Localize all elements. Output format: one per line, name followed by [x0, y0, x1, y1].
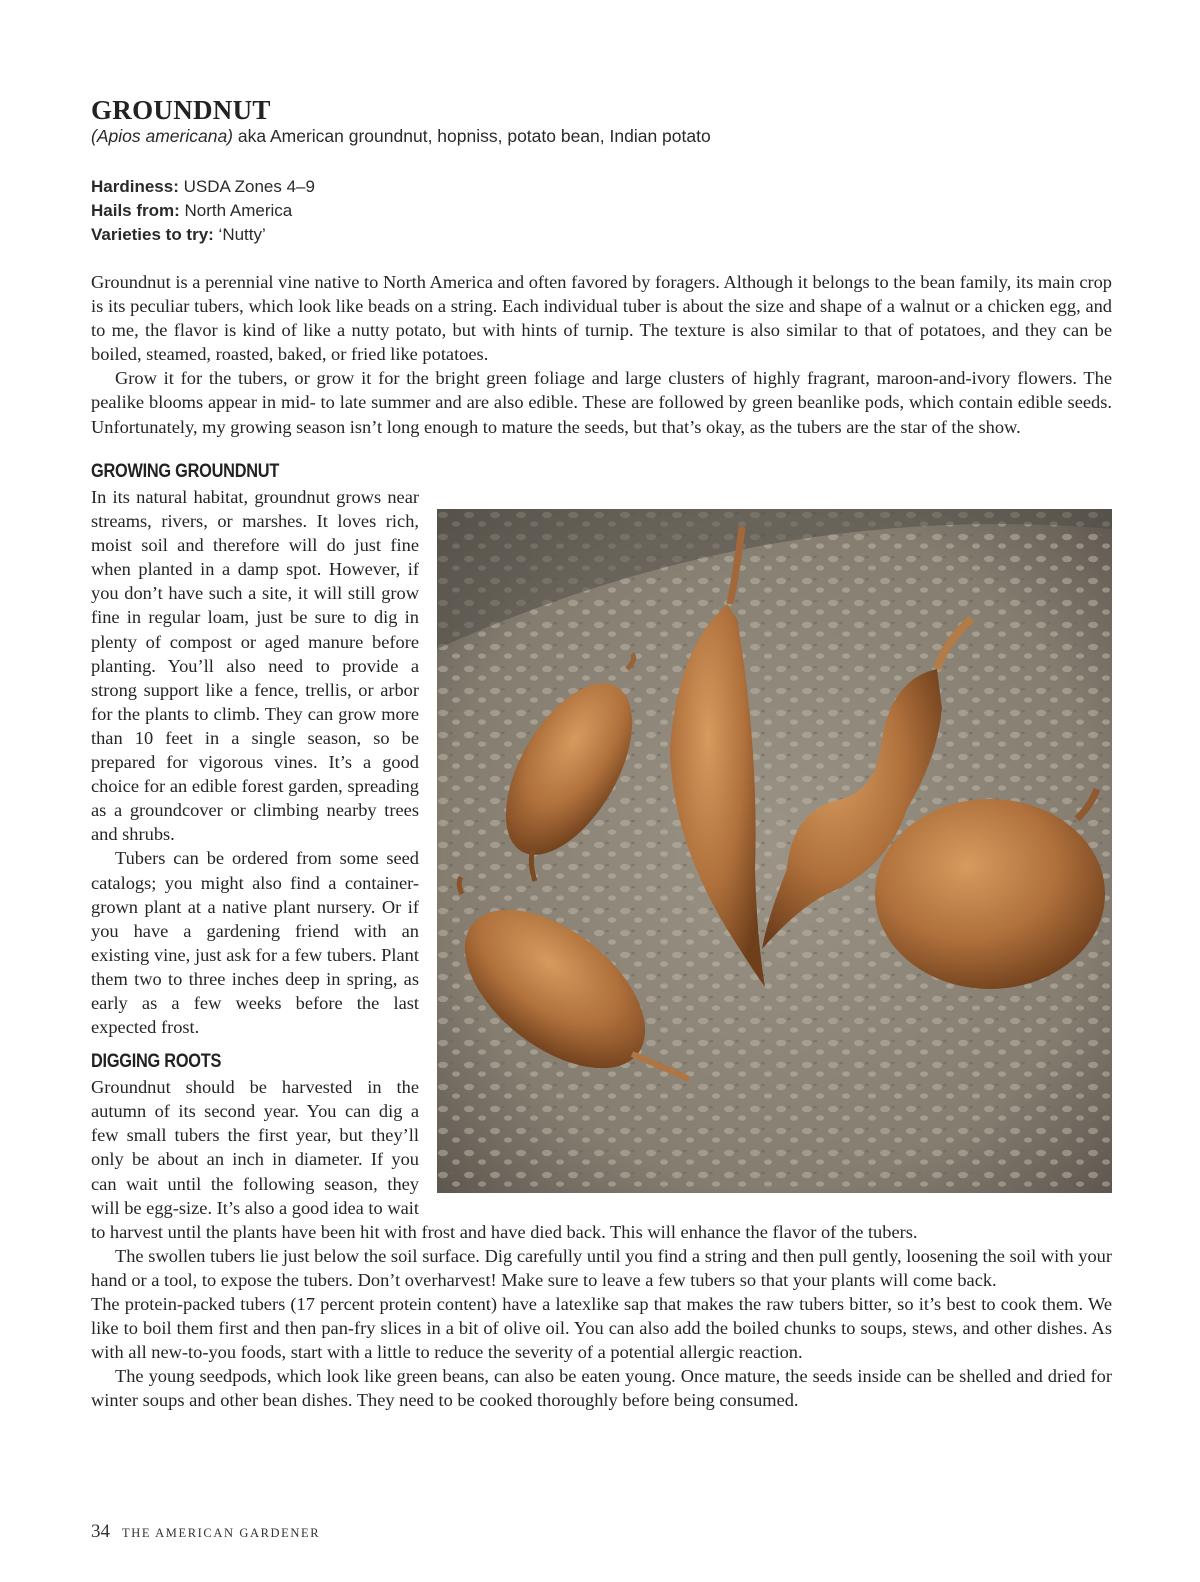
- page-footer: [91, 1521, 320, 1543]
- intro-text: [91, 270, 1112, 439]
- intro-paragraph: Groundnut is a perennial vine native to North America and often favored by foragers. Although it belongs to the bean family, its main crop is its peculiar tubers, which look like beads on a string. Each individual tuber is about the size and shape of a walnut or a chicken egg, and to me, the flavor is kind of like a nutty potato, but with hints of turnip. The texture is also similar to that of potatoes, and they can be boiled, steamed, roasted, baked, or fried like potatoes.: [91, 272, 1112, 365]
- fact-value: ‘Nutty’: [213, 225, 266, 244]
- fact-label: Hardiness:: [91, 177, 179, 196]
- fact-value: USDA Zones 4–9: [178, 177, 315, 196]
- fact-varieties: [91, 223, 315, 247]
- section-heading-digging: DIGGING ROOTS: [91, 1051, 222, 1073]
- growing-paragraph: Tubers can be ordered from some seed catalogs; you might also find a container-grown plant at a native plant nursery. Or if you have a gardening friend with an existing vine, just ask for a few tubers. Plant them two to three inches deep in spring, as early as a few weeks before the last expected frost.: [91, 848, 419, 1038]
- main-section: [91, 459, 1112, 1412]
- growing-paragraph: In its natural habitat, groundnut grows near streams, rivers, or marshes. It loves rich, moist soil and therefore will do just fine when planted in a damp spot. However, if you don’t have such a site, it will still grow fine in regular loam, just be sure to dig in plenty of compost or aged manure before planting. You’ll also need to provide a strong support like a fence, trellis, or arbor for the plants to climb. They can grow more than 10 feet in a single season, so be prepared for vigorous vines. It’s a good choice for an edible forest garden, spreading as a groundcover or climbing nearby trees and shrubs.: [91, 487, 419, 845]
- latin-name: (Apios americana): [91, 126, 233, 146]
- groundnut-tubers-photo: [437, 509, 1112, 1193]
- plant-facts: [91, 175, 315, 247]
- fact-label: Hails from:: [91, 201, 180, 220]
- magazine-name: THE AMERICAN GARDENER: [122, 1526, 321, 1540]
- common-names: aka American groundnut, hopniss, potato bean, Indian potato: [233, 126, 711, 146]
- fact-label: Varieties to try:: [91, 225, 214, 244]
- intro-paragraph: Grow it for the tubers, or grow it for the bright green foliage and large clusters of highly fragrant, maroon-and-ivory flowers. The pealike blooms appear in mid- to late summer and are also edible. These are followed by green beanlike pods, which contain edible seeds. Unfortunately, my growing season isn’t long enough to mature the seeds, but that’s okay, as the tubers are the star of the show.: [91, 368, 1112, 437]
- fact-hardiness: [91, 175, 315, 199]
- tubers-illustration: [437, 509, 1112, 1193]
- page-number: 34: [91, 1521, 110, 1542]
- subtitle: [91, 126, 711, 147]
- digging-paragraph: Groundnut should be harvested in the autumn of its second year. You can dig a few small tubers the first year, but they’ll only be about an inch in diameter. If you can wait until the following season, they will be egg-size. It’s also a good idea to wait to harvest until the plants have been hit with frost and have died back. This will enhance the flavor of the tubers.: [91, 1077, 918, 1242]
- fact-value: North America: [179, 201, 293, 220]
- article-title: GROUNDNUT: [91, 95, 271, 125]
- fact-origin: [91, 199, 315, 223]
- section-heading-growing: GROWING GROUNDNUT: [91, 461, 280, 482]
- digging-paragraph: The swollen tubers lie just below the soil surface. Dig carefully until you find a string and then pull gently, loosening the soil with your hand or a tool, to expose the tubers. Don’t overharvest! Make sure to leave a few tubers so that your plants will come back.: [91, 1245, 1112, 1290]
- digging-paragraph: The young seedpods, which look like green beans, can also be eaten young. Once mature, the seeds inside can be shelled and dried for winter soups and other bean dishes. They need to be cooked thoroughly before being consumed.: [91, 1366, 1112, 1411]
- digging-paragraph: The protein-packed tubers (17 percent protein content) have a latexlike sap that makes the raw tubers bitter, so it’s best to cook them. We like to boil them first and then pan-fry slices in a bit of olive oil. You can also add the boiled chunks to soups, stews, and other dishes. As with all new-to-you foods, start with a little to reduce the severity of a potential allergic reaction.: [91, 1294, 1112, 1363]
